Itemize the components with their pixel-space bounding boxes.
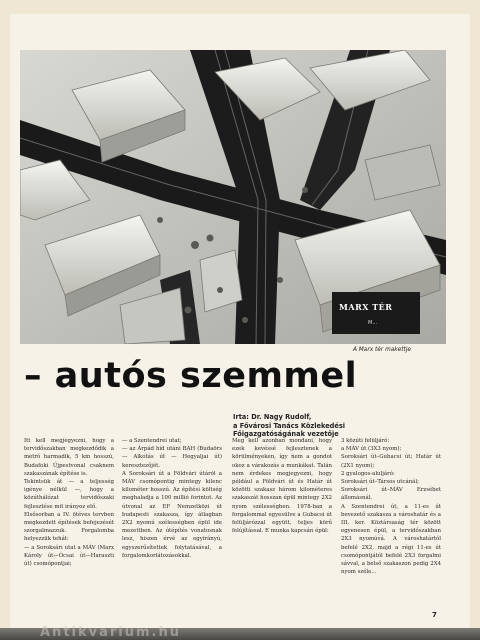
marx-ter-sign: MARX TÉR — [339, 302, 393, 312]
marx-ter-sign-subtext: M... — [368, 320, 378, 326]
byline-author: Irta: Dr. Nagy Rudolf, — [233, 413, 312, 421]
byline — [233, 413, 345, 439]
byline-role: Főigazgatóságának vezetője — [233, 430, 339, 438]
bottom-watermark-strip — [0, 625, 480, 640]
article-headline: – autós szemmel — [24, 356, 358, 396]
photo-caption: A Marx tér makettje — [353, 347, 411, 353]
intersection-model-photo — [20, 50, 446, 344]
text-column-2: — a Szentendrei utat; — az Árpád híd utáni BAH (Budaörs — Alkotás út — Hegyaljai út) keresztezőjét. A Soroksári út a Földvári útáról a MÁV csomópontig mintegy kilenc kilométer hosszú. Az építési költség meghaladja a 100 millió forintot. Az útvonal az EF Nemzetközi út budapesti szakasza, így átlagban 2X2 nyomú szélességben épül ide mezettben. Az útépítés vonatosnak lesz, hiszen érvé az egyirányú, egyszerűsítettek folytatásával, a forgalomkorlátozásokkal. — [122, 438, 222, 559]
text-column-4: 3 közúti felüljáró: a MÁV út (3X3 nyom); Soroksári út–Gubacsi út; Határ út (2X1 nyom); 2 gyalogos-aluljáró: Soroksári út–Társos utcánál; Soroksári út–MÁV Erzsébet állomásnál. A Szentendrei út, a 11-es út bevezető szakasza a városhatár és a III. ker. Köztársaság tér között egyenesen épül, a tervidőszakban 2X3 nyomúvá. A városhatártól befelé 2X2, majd a régi 11-es út csomópontjától befelé 2X3 forgalmi sávval, a belső szakaszon pedig 2X4 nyom széle... — [341, 438, 441, 576]
watermark-text: Antikvarium.hu — [40, 625, 181, 640]
text-column-1: Itt kell megjegyezni, hogy a tervidőszakban megkezdődik a metró harmadik, 5 km hosszú, Budafoki Újpestvonal csaknem szakaszának építése is. Tekintsük át — a teljesség igénye nélkül —, hogy a közúthálózat tervidőszaki fejlesztése mit irányoz elő. Elsősorban a IV. ötéves tervben megkezdett építések befejezését szorgalmazzuk. Forgalomba helyezzük tehát: — a Soroksári utat a MÁV (Marx Károly út—Ócsai út—Haraszti út) csomópontjai; — [24, 438, 114, 568]
model-illustration — [20, 50, 446, 344]
byline-affiliation: a Fővárosi Tanács Közlekedési — [233, 421, 346, 430]
text-column-3: Meg kell azonban mondani, hogy ezek kevéssé fejlesztenek a körülményeken, így nem a gondot okoz a várakozás a munkákat. Talán nem érdekes megjegyezni, hogy például a Földvári út és Határ út közötti szakasz három kilométeres szakaszát hosszan épül mintegy 2X2 nyom szélességben. 1978-ban a forgalommal egyesülve a Gubacsi út felüljárózzal együtt, teljes körű felújítással. E munka kapcsán épül: — [232, 438, 332, 535]
page-number: 7 — [432, 611, 437, 619]
